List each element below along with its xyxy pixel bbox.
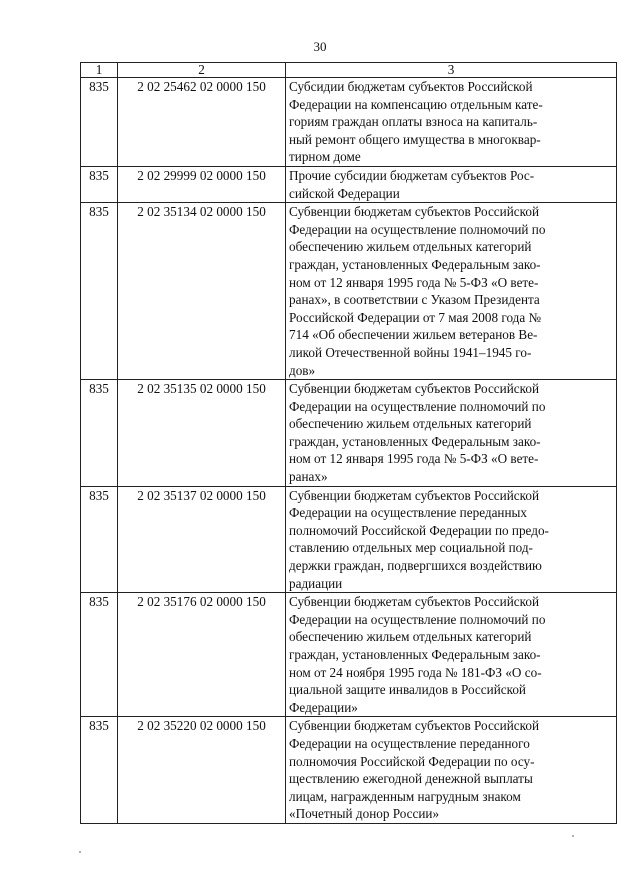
- description-line: Федерации на осуществление переданных: [289, 505, 527, 521]
- budget-code-cell: 2 02 35137 02 0000 150: [118, 486, 286, 593]
- description-line: ном от 12 января 1995 года № 5-ФЗ «О вете-: [289, 451, 539, 467]
- description-line: обеспечению жильем отдельных категорий: [289, 629, 532, 645]
- description-line: Федерации на осуществление полномочий по: [289, 398, 546, 414]
- description-line: лицам, награжденным нагрудным знаком: [289, 788, 521, 804]
- description-line: ликой Отечественной войны 1941–1945 го-: [289, 344, 532, 360]
- description-cell: [286, 166, 617, 202]
- description-line: полномочия Российской Федерации по осу-: [289, 753, 535, 769]
- admin-code-cell: 835: [81, 486, 118, 593]
- table-row: [81, 203, 617, 380]
- admin-code-cell: 835: [81, 717, 118, 824]
- description-line: ставлению отдельных мер социальной под-: [289, 540, 533, 556]
- budget-code-cell: 2 02 35220 02 0000 150: [118, 717, 286, 824]
- description-line: ном от 24 ноября 1995 года № 181-ФЗ «О со-: [289, 664, 542, 680]
- table-row: [81, 717, 617, 824]
- description-line: Федерации на осуществление переданного: [289, 735, 530, 751]
- description-line: граждан, установленных Федеральным зако-: [289, 647, 541, 662]
- description-line: обеспечению жильем отдельных категорий: [289, 239, 532, 255]
- description-line: гориям граждан оплаты взноса на капиталь-: [289, 114, 538, 130]
- admin-code-cell: 835: [81, 203, 118, 380]
- description-line: 714 «Об обеспечении жильем ветеранов Ве-: [289, 327, 538, 343]
- budget-code-cell: 2 02 35176 02 0000 150: [118, 593, 286, 717]
- description-line: граждан, установленных Федеральным зако-: [289, 433, 541, 449]
- description-line: полномочий Российской Федерации по предо-: [289, 522, 549, 538]
- table-row: [81, 380, 617, 487]
- budget-code-cell: 2 02 25462 02 0000 150: [118, 78, 286, 167]
- budget-code-cell: 2 02 29999 02 0000 150: [118, 166, 286, 202]
- description-line: Прочие субсидии бюджетам субъектов Рос-: [289, 167, 535, 183]
- description-line: тирном доме: [289, 149, 361, 165]
- description-line: радиации: [289, 575, 343, 591]
- description-cell: [286, 78, 617, 167]
- scan-speck: [79, 851, 81, 853]
- description-line: Субвенции бюджетам субъектов Российской: [289, 381, 540, 397]
- budget-code-cell: 2 02 35134 02 0000 150: [118, 203, 286, 380]
- description-line: Федерации на осуществление полномочий по: [289, 221, 546, 237]
- table-header-row: [81, 63, 617, 78]
- description-line: ном от 12 января 1995 года № 5-ФЗ «О вете-: [289, 274, 539, 290]
- budget-code-cell: 2 02 35135 02 0000 150: [118, 380, 286, 487]
- description-line: Субвенции бюджетам субъектов Российской: [289, 487, 540, 503]
- table-row: [81, 166, 617, 202]
- admin-code-cell: 835: [81, 380, 118, 487]
- description-line: Федерации»: [289, 699, 358, 715]
- scan-speck: [572, 835, 574, 837]
- header-col-1: 1: [81, 63, 118, 78]
- description-line: держки граждан, подвергшихся воздействию: [289, 558, 542, 574]
- description-line: граждан, установленных Федеральным зако-: [289, 256, 541, 272]
- description-line: ранах»: [289, 469, 328, 485]
- description-line: дов»: [289, 362, 316, 378]
- description-line: ранах», в соответствии с Указом Президента: [289, 292, 540, 308]
- admin-code-cell: 835: [81, 166, 118, 202]
- table-row: [81, 593, 617, 717]
- page-number: 30: [313, 39, 327, 54]
- description-line: Субсидии бюджетам субъектов Российской: [289, 79, 533, 94]
- description-line: обеспечению жильем отдельных категорий: [289, 416, 532, 432]
- admin-code-cell: 835: [81, 78, 118, 167]
- description-cell: [286, 380, 617, 487]
- description-cell: [286, 203, 617, 380]
- table-row: [81, 78, 617, 167]
- description-line: Субвенции бюджетам субъектов Российской: [289, 204, 540, 220]
- description-line: Субвенции бюджетам субъектов Российской: [289, 718, 540, 734]
- description-line: Федерации на компенсацию отдельным кате-: [289, 96, 543, 112]
- table-body: [81, 78, 617, 824]
- header-col-2: 2: [118, 63, 286, 78]
- header-col-3: 3: [286, 63, 617, 78]
- admin-code-cell: 835: [81, 593, 118, 717]
- revenue-codes-table: [80, 62, 617, 824]
- description-line: ществлению ежегодной денежной выплаты: [289, 771, 533, 787]
- description-line: сийской Федерации: [289, 185, 400, 201]
- description-cell: [286, 717, 617, 824]
- description-line: циальной защите инвалидов в Российской: [289, 682, 526, 698]
- description-line: Российской Федерации от 7 мая 2008 года №: [289, 309, 542, 325]
- description-line: «Почетный донор России»: [289, 806, 440, 822]
- description-line: Федерации на осуществление полномочий по: [289, 611, 546, 627]
- table-row: [81, 486, 617, 593]
- description-line: ный ремонт общего имущества в многоквар-: [289, 131, 541, 147]
- description-cell: [286, 486, 617, 593]
- description-cell: [286, 593, 617, 717]
- description-line: Субвенции бюджетам субъектов Российской: [289, 594, 540, 610]
